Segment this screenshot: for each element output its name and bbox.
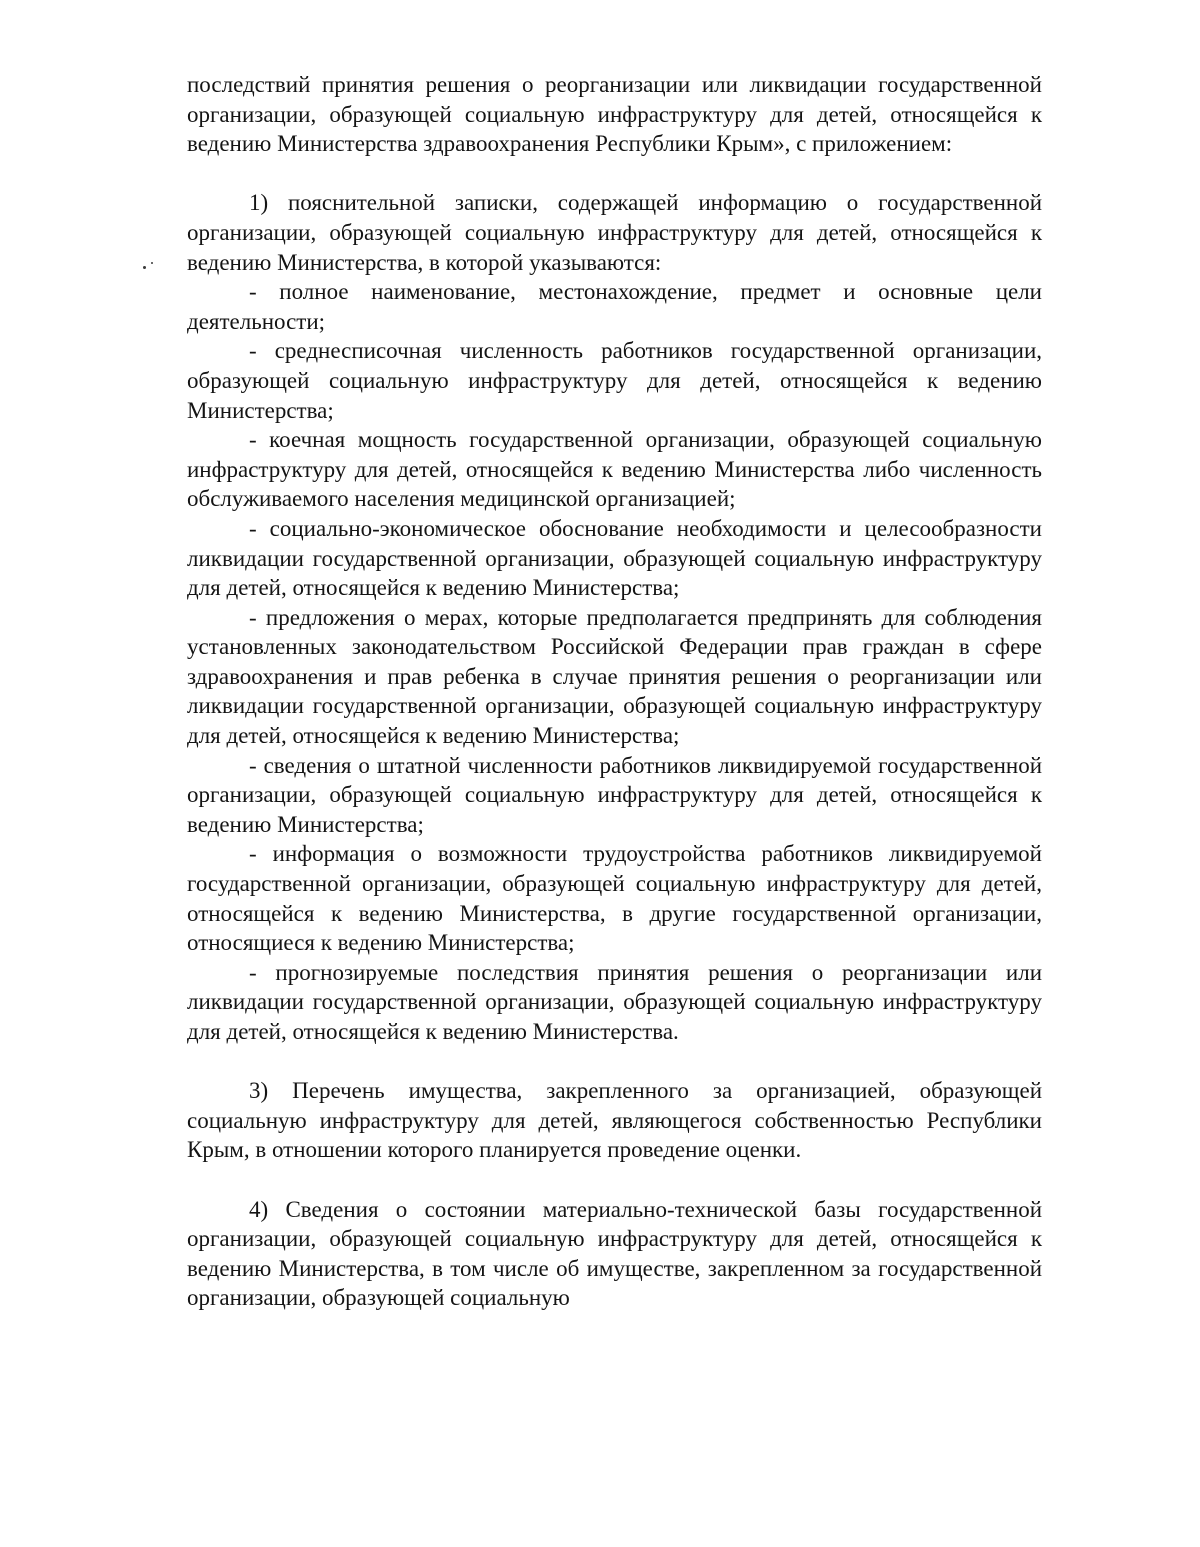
bullet-paragraph: - информация о возможности трудоустройства работников ликвидируемой государственной организации, образующей социальную инфраструктуру для детей, относящейся к ведению Министерства, в другие государственной организации, относящиеся к ведению Министерства;	[187, 841, 1042, 956]
bullet-paragraph: - прогнозируемые последствия принятия решения о реорганизации или ликвидации государственной организации, образующей социальную инфраструктуру для детей, относящейся к ведению Министерства.	[187, 959, 1042, 1044]
bullet-paragraph: - предложения о мерах, которые предполагается предпринять для соблюдения установленных законодательством Российской Федерации прав граждан в сфере здравоохранения и прав ребенка в случае принятия решения о реорганизации или ликвидации государственной организации, образующей социальную инфраструктуру для детей, относящейся к ведению Министерства;	[187, 604, 1042, 749]
item-3-paragraph: 3) Перечень имущества, закрепленного за организацией, образующей социальную инфраструктуру для детей, являющегося собственностью Республики Крым, в отношении которого планируется проведение оценки.	[187, 1078, 1042, 1163]
bullet-paragraph: - сведения о штатной численности работников ликвидируемой государственной организации, образующей социальную инфраструктуру для детей, относящейся к ведению Министерства;	[187, 752, 1042, 837]
bullet-paragraph: - коечная мощность государственной организации, образующей социальную инфраструктуру для детей, относящейся к ведению Министерства либо численность обслуживаемого населения медицинской организацией;	[187, 427, 1042, 512]
scan-speck	[151, 262, 153, 264]
intro-paragraph: последствий принятия решения о реорганизации или ликвидации государственной организации, образующей социальную инфраструктуру для детей, относящейся к ведению Министерства здравоохранения Республики Крым», с приложением:	[187, 72, 1042, 157]
bullet-paragraph: - полное наименование, местонахождение, предмет и основные цели деятельности;	[187, 279, 1042, 334]
bullet-paragraph: - среднесписочная численность работников государственной организации, образующей социальную инфраструктуру для детей, относящейся к ведению Министерства;	[187, 338, 1042, 423]
bullet-paragraph: - социально-экономическое обоснование необходимости и целесообразности ликвидации государственной организации, образующей социальную инфраструктуру для детей, относящейся к ведению Министерства;	[187, 515, 1042, 601]
document-body	[187, 70, 1042, 1313]
item-4-paragraph: 4) Сведения о состоянии материально-технической базы государственной организации, образующей социальную инфраструктуру для детей, относящейся к ведению Министерства, в том числе об имуществе, закрепленном за государственной организации, образующей социальную	[187, 1196, 1042, 1311]
item-1-paragraph: 1) пояснительной записки, содержащей информацию о государственной организации, образующей социальную инфраструктуру для детей, относящейся к ведению Министерства, в которой указываются:	[187, 190, 1042, 275]
scan-speck	[143, 266, 146, 269]
